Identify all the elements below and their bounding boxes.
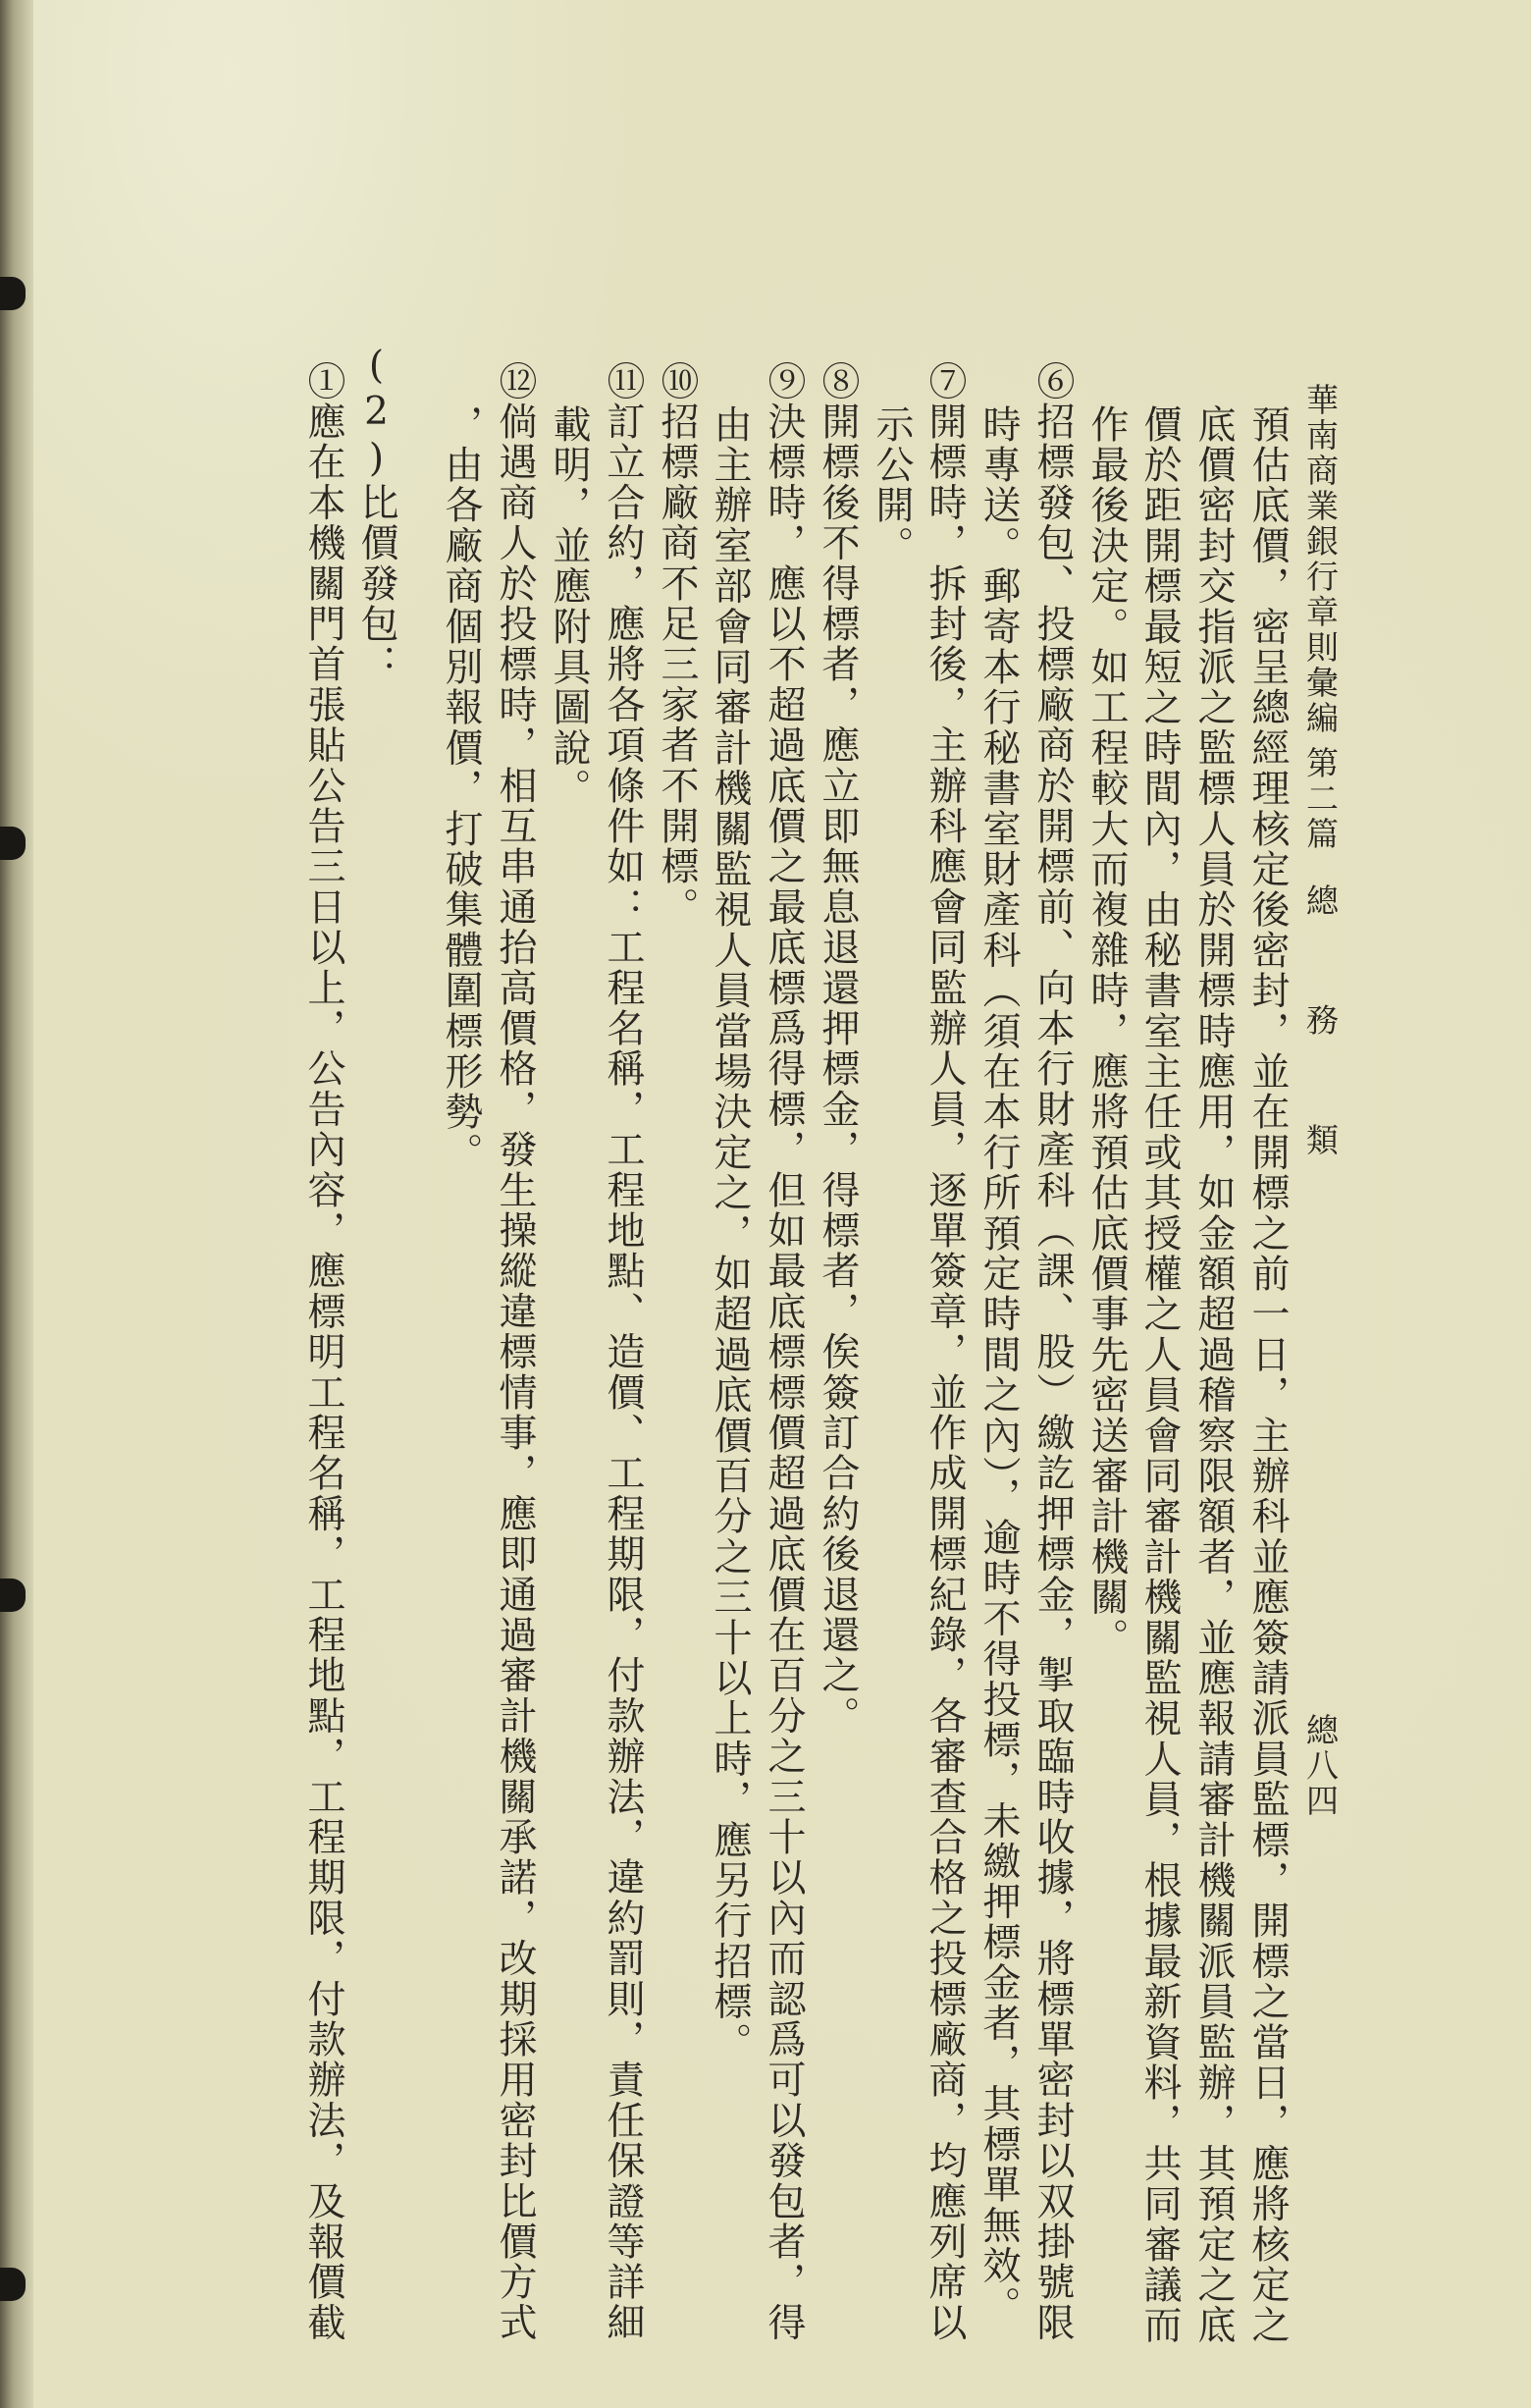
text-column: ⑥招標發包、投標廠商於開標前、向本行財產科（課、股）繳訖押標金，掣取臨時收據，將標單密封以双掛號限 — [1030, 361, 1075, 2343]
text-column: ⑩招標廠商不足三家者不開標。 — [655, 361, 699, 928]
section-heading: (2)比價發包： — [354, 344, 398, 685]
page-binding-edge — [0, 0, 33, 2408]
text-column: 由主辦室部會同審計機關監視人員當場決定之，如超過底價百分之三十以上時，應另行招標。 — [708, 404, 752, 2063]
text-column: 底價密封交指派之監標人員於開標時應用，如金額超過稽察限額者，並應報請審計機關派員監辦，其預定之底 — [1191, 404, 1236, 2346]
binding-hole — [0, 277, 26, 310]
page-number: 總八四 — [1301, 1713, 1340, 1819]
text-column: 價於距開標最短之時間內，由秘書室主任或其授權之人員會同審計機關監視人員，根據最新資料，共同審議而 — [1137, 404, 1182, 2346]
text-column: ⑧開標後不得標者，應立即無息退還押標金，得標者，俟簽訂合約後退還之。 — [816, 361, 860, 1737]
text-column: ①應在本機關門首張貼公告三日以上，公告內容，應標明工程名稱，工程地點，工程期限，付款辦法，及報價截 — [301, 361, 345, 2343]
text-column: 時專送。郵寄本行秘書室財產科（須在本行所預定時間之內），逾時不得投標，未繳押標金者，其標單無效。 — [977, 404, 1021, 2328]
text-column: ⑨決標時，應以不超過底價之最底標爲得標，但如最底標標價超過底價在百分之三十以內而認爲可以發包者，得 — [762, 361, 806, 2343]
text-column: 預估底價，密呈總經理核定後密封，並在開標之前一日，主辦科並應簽請派員監標，開標之當日，應將核定之 — [1245, 404, 1290, 2346]
text-column: 作最後決定。如工程較大而複雜時，應將預估底價事先密送審計機關。 — [1084, 404, 1129, 1659]
text-column: 載明，並應附具圖說。 — [547, 404, 591, 809]
book-title: 華南商業銀行章則彙編 — [1301, 383, 1340, 736]
text-column: ，由各廠商個別報價，打破集體圍標形勢。 — [439, 404, 483, 1173]
text-column: ⑪訂立合約，應將各項條件如：工程名稱，工程地點、造價、工程期限，付款辦法，違約罰則，責任保證等詳細 — [601, 361, 645, 2343]
binding-hole — [0, 827, 26, 860]
binding-hole — [0, 1579, 26, 1612]
binding-hole — [0, 2268, 26, 2301]
category-label: 總 務 類 — [1301, 883, 1340, 1183]
text-column: ⑦開標時，拆封後，主辦科應會同監辦人員，逐單簽章，並作成開標紀錄，各審查合格之投標廠商，均應列席以 — [923, 361, 967, 2343]
part-label: 第二篇 — [1301, 746, 1340, 852]
text-column: ⑫倘遇商人於投標時，相互串通抬高價格，發生操縱違標情事，應即通過審計機關承諾，改期採用密封比價方式 — [493, 361, 537, 2343]
text-column: 示公開。 — [870, 404, 914, 566]
